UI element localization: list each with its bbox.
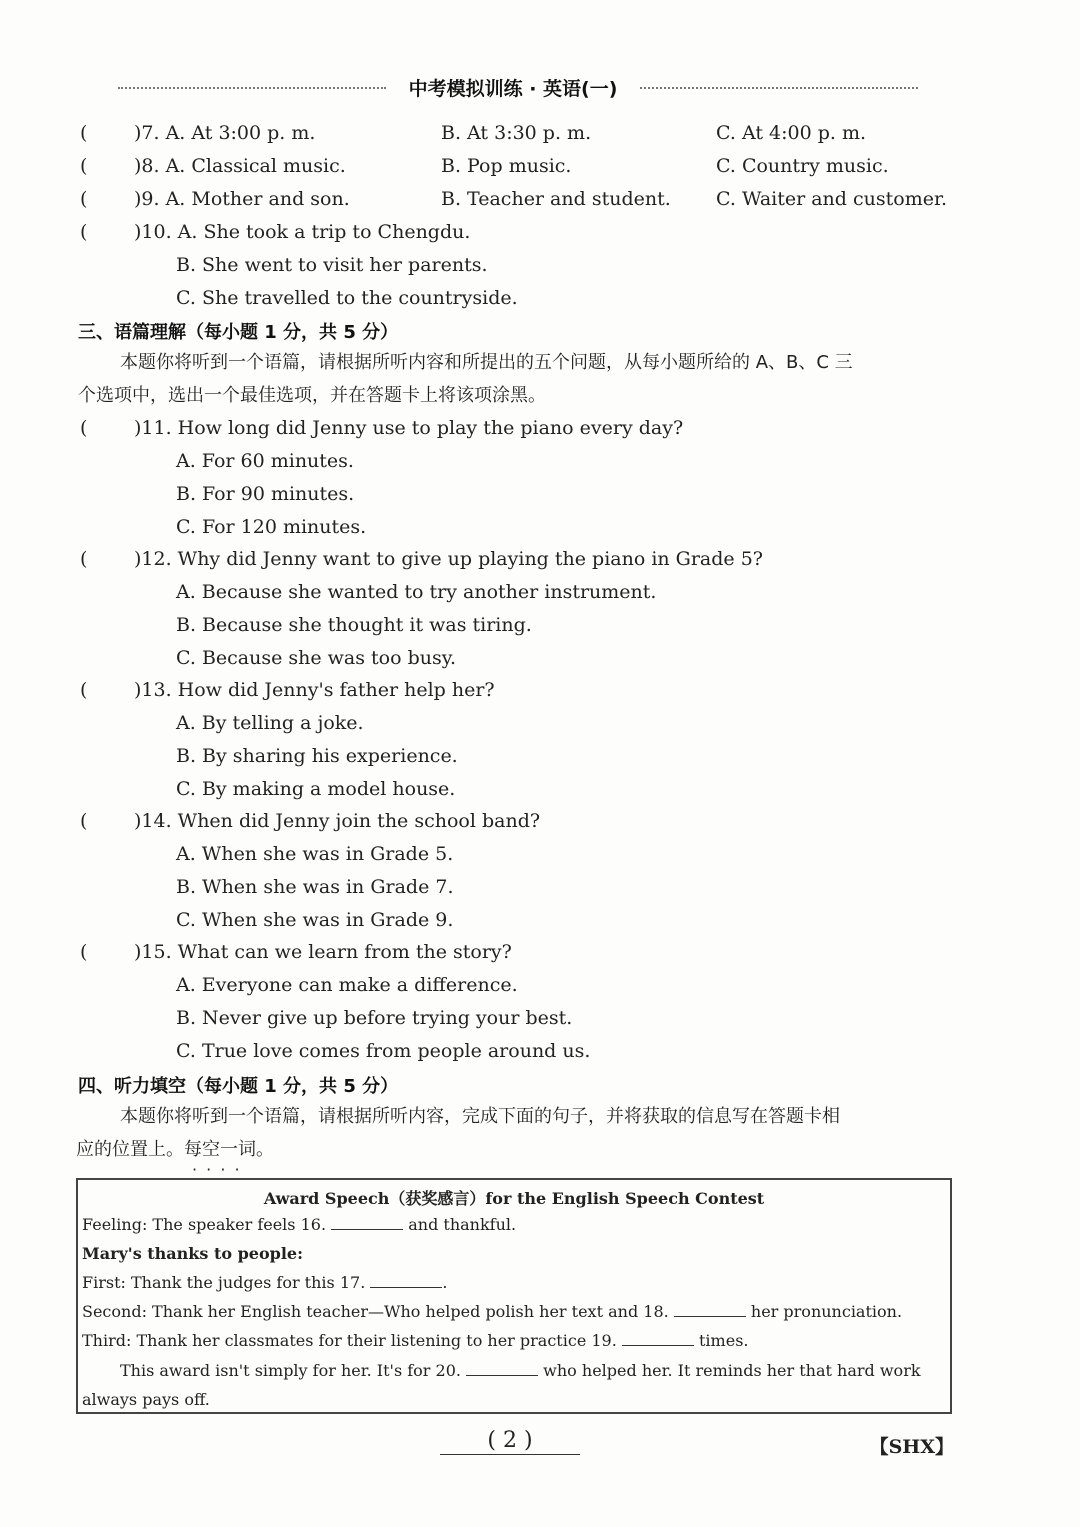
third-row [82, 1331, 748, 1350]
question-7-option-a: )7. A. At 3:00 p. m. [134, 122, 316, 144]
answer-paren: ( [80, 188, 88, 210]
feeling-text-end: and thankful. [408, 1215, 517, 1234]
section-4-heading: 四、听力填空（每小题 1 分，共 5 分） [78, 1076, 399, 1097]
answer-paren: ( [80, 679, 88, 701]
blank-17[interactable] [370, 1273, 442, 1288]
question-14-option-b: B. When she was in Grade 7. [176, 876, 454, 898]
page-paren-open: ( [487, 1428, 496, 1453]
header-title: 中考模拟训练 · 英语(一) [408, 78, 618, 100]
question-13-stem: )13. How did Jenny's father help her? [134, 679, 495, 701]
answer-paren: ( [80, 221, 88, 243]
header-dotted-rule-left [118, 87, 386, 89]
first-period: . [442, 1273, 448, 1292]
section-4-instructions-line-2 [76, 1133, 274, 1166]
section-3-instructions-line-2: 个选项中，选出一个最佳选项，并在答题卡上将该项涂黑。 [78, 385, 546, 406]
question-11-stem: )11. How long did Jenny use to play the piano every day? [134, 417, 684, 439]
section-3-instructions-line-1: 本题你将听到一个语篇，请根据所听内容和所提出的五个问题，从每小题所给的 A、B、C 三 [120, 352, 853, 373]
second-row [82, 1302, 902, 1321]
third-text-end: times. [699, 1331, 749, 1350]
question-14-option-a: A. When she was in Grade 5. [176, 843, 454, 865]
question-12-option-c: C. Because she was too busy. [176, 647, 456, 669]
answer-paren: ( [80, 417, 88, 439]
question-13-option-b: B. By sharing his experience. [176, 745, 458, 767]
question-14-option-c: C. When she was in Grade 9. [176, 909, 454, 931]
question-15-option-b: B. Never give up before trying your best. [176, 1007, 573, 1029]
question-10-option-b: B. She went to visit her parents. [176, 254, 488, 276]
feeling-text: Feeling: The speaker feels 16. [82, 1215, 327, 1234]
award-speech-title: Award Speech（获奖感言）for the English Speech Contest [263, 1189, 765, 1208]
emphasis-one-word-per-blank: 每空一词 · · · · [184, 1133, 256, 1166]
question-10-option-c: C. She travelled to the countryside. [176, 287, 518, 309]
question-8-option-c: C. Country music. [716, 155, 889, 177]
section-4-instructions-line-1: 本题你将听到一个语篇，请根据所听内容，完成下面的句子，并将获取的信息写在答题卡相 [120, 1106, 840, 1127]
section-3-heading: 三、语篇理解（每小题 1 分，共 5 分） [78, 322, 399, 343]
first-text: First: Thank the judges for this 17. [82, 1273, 366, 1292]
page-paren-close: ) [524, 1428, 533, 1453]
question-15-stem: )15. What can we learn from the story? [134, 941, 512, 963]
blank-16[interactable] [331, 1215, 403, 1230]
second-text: Second: Thank her English teacher—Who helped polish her text and 18. [82, 1302, 669, 1321]
closing-row [120, 1361, 921, 1380]
question-11-option-c: C. For 120 minutes. [176, 516, 367, 538]
question-13-option-c: C. By making a model house. [176, 778, 456, 800]
feeling-row [82, 1215, 516, 1234]
question-10-option-a: )10. A. She took a trip to Chengdu. [134, 221, 471, 243]
page-number-digit: 2 [503, 1428, 517, 1453]
question-7-option-b: B. At 3:30 p. m. [441, 122, 592, 144]
question-8-option-b: B. Pop music. [441, 155, 572, 177]
closing-row-2: always pays off. [82, 1390, 210, 1409]
page-header [118, 74, 918, 102]
answer-paren: ( [80, 122, 88, 144]
question-15-option-c: C. True love comes from people around us. [176, 1040, 591, 1062]
question-9-option-b: B. Teacher and student. [441, 188, 671, 210]
question-11-option-b: B. For 90 minutes. [176, 483, 355, 505]
question-14-stem: )14. When did Jenny join the school band? [134, 810, 541, 832]
first-row [82, 1273, 447, 1292]
page-number [440, 1428, 590, 1458]
blank-20[interactable] [466, 1361, 538, 1376]
second-text-end: her pronunciation. [750, 1302, 903, 1321]
instructions-text: 应的位置上。 [76, 1139, 184, 1160]
closing-text: This award isn't simply for her. It's for 20. [120, 1361, 461, 1380]
closing-text-end: who helped her. It reminds her that hard work [543, 1361, 921, 1380]
blank-18[interactable] [674, 1302, 746, 1317]
page-number-underline [440, 1454, 580, 1455]
question-11-option-a: A. For 60 minutes. [176, 450, 354, 472]
thanks-heading: Mary's thanks to people: [82, 1244, 303, 1263]
answer-paren: ( [80, 548, 88, 570]
publisher-code: 【SHX】 [869, 1436, 954, 1458]
question-12-stem: )12. Why did Jenny want to give up playing the piano in Grade 5? [134, 548, 763, 570]
question-9-option-c: C. Waiter and customer. [716, 188, 947, 210]
question-15-option-a: A. Everyone can make a difference. [176, 974, 518, 996]
question-12-option-a: A. Because she wanted to try another instrument. [176, 581, 657, 603]
answer-paren: ( [80, 810, 88, 832]
question-8-option-a: )8. A. Classical music. [134, 155, 346, 177]
question-12-option-b: B. Because she thought it was tiring. [176, 614, 532, 636]
header-dotted-rule-right [640, 87, 918, 89]
answer-paren: ( [80, 941, 88, 963]
third-text: Third: Thank her classmates for their listening to her practice 19. [82, 1331, 617, 1350]
question-9-option-a: )9. A. Mother and son. [134, 188, 350, 210]
page-number-value [470, 1428, 550, 1453]
answer-paren: ( [80, 155, 88, 177]
award-speech-table [76, 1178, 952, 1414]
blank-19[interactable] [622, 1331, 694, 1346]
question-13-option-a: A. By telling a joke. [176, 712, 364, 734]
instructions-period: 。 [256, 1139, 274, 1160]
question-7-option-c: C. At 4:00 p. m. [716, 122, 867, 144]
